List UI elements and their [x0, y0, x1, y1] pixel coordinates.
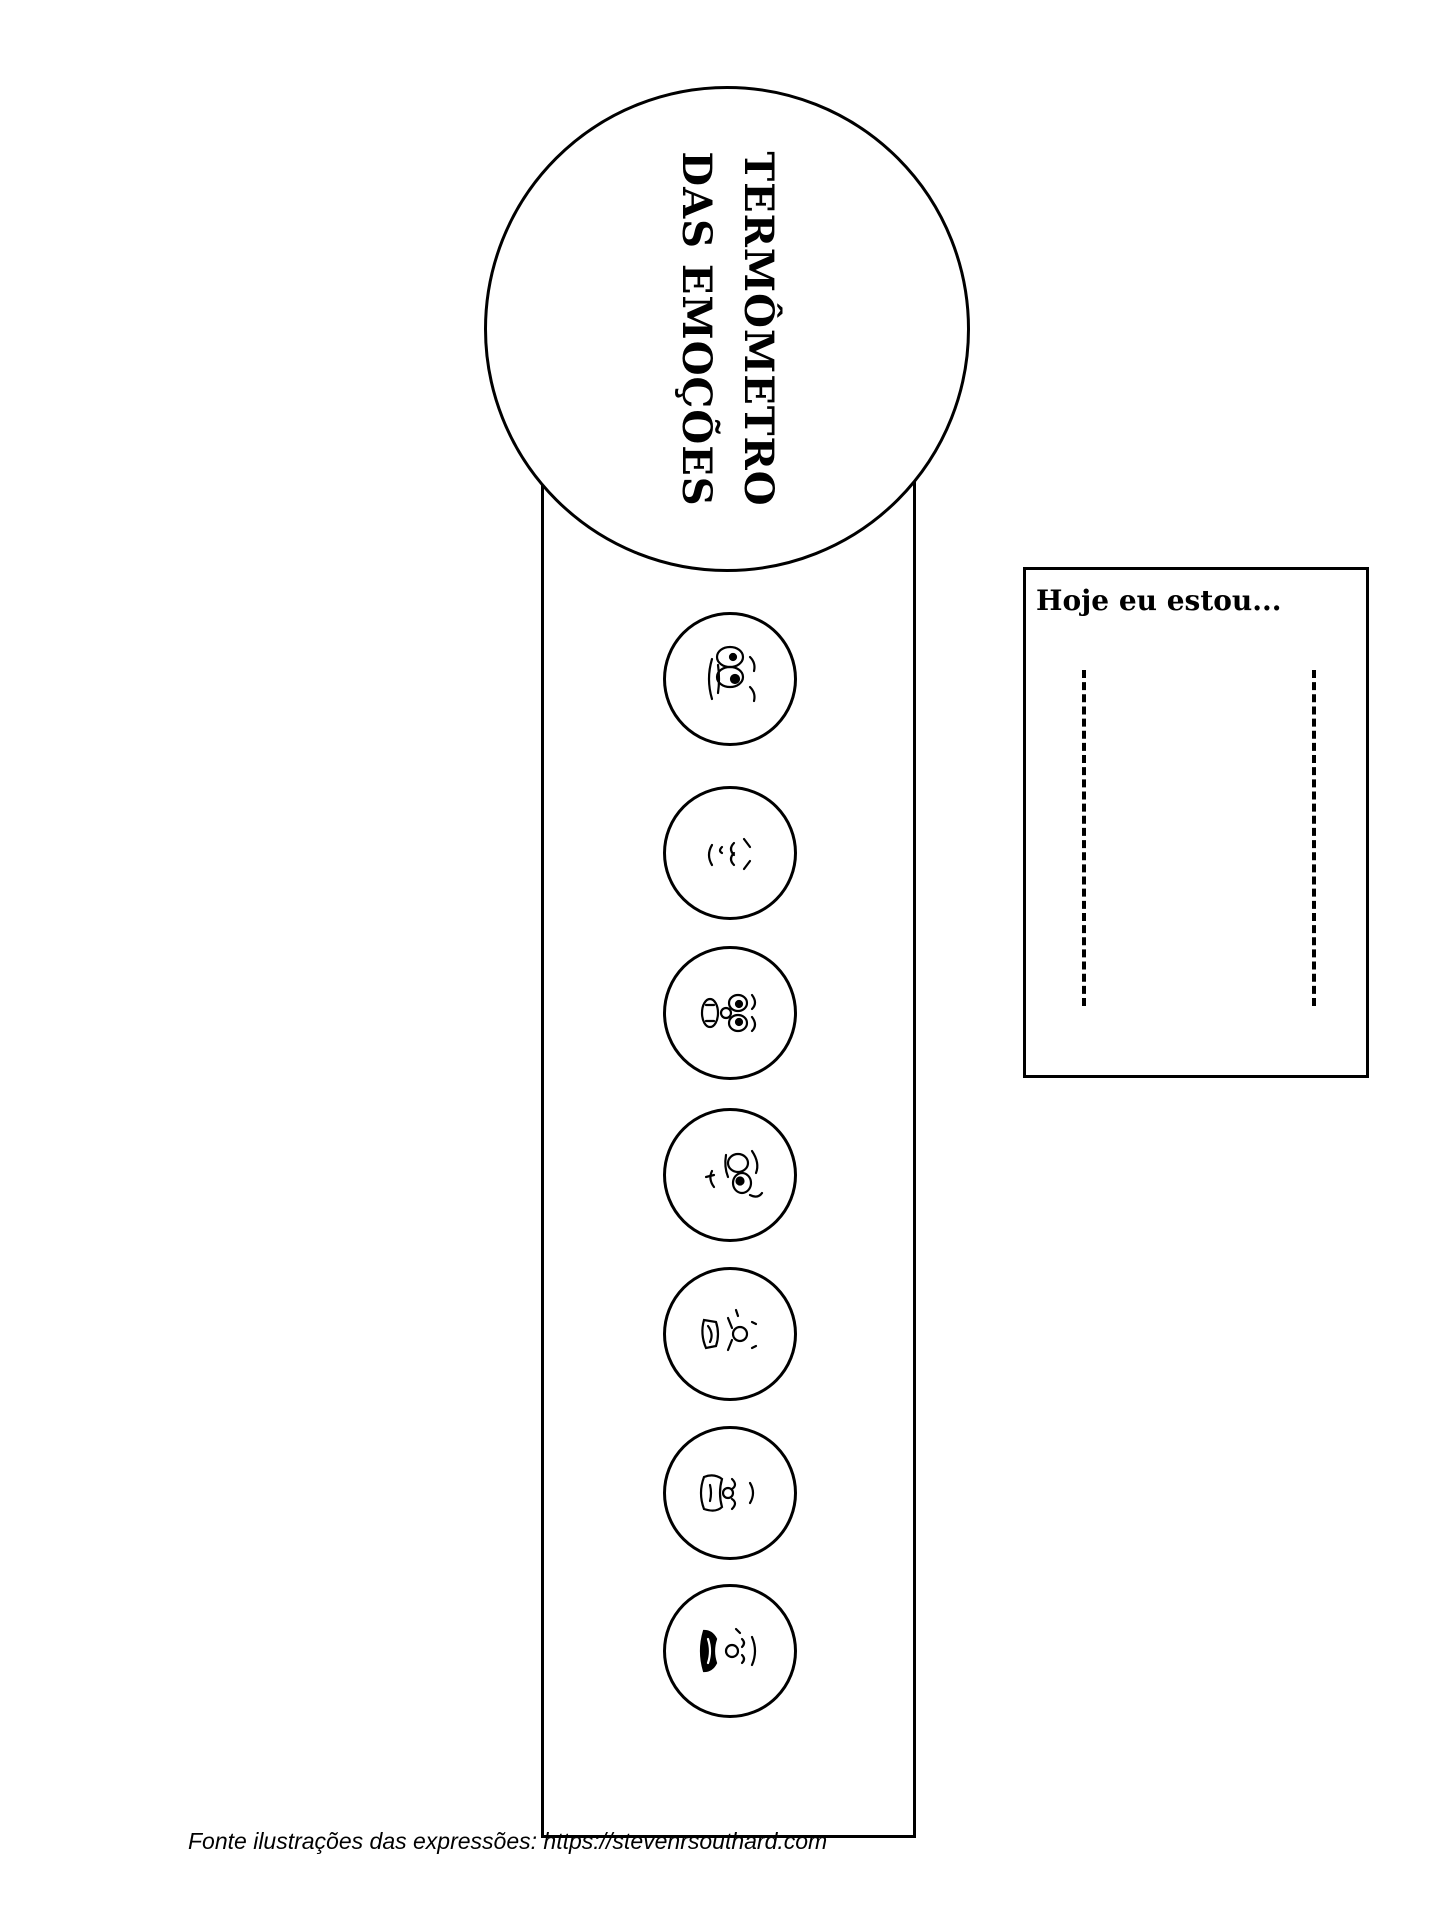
scared-face-icon — [663, 1267, 797, 1401]
image-credit: Fonte ilustrações das expressões: https://stevenrsouthard.com — [188, 1828, 828, 1854]
card-title: Hoje eu estou... — [1036, 584, 1282, 617]
today-i-feel-card — [1023, 567, 1369, 1078]
title-line-2: DAS EMOÇÕES — [673, 151, 720, 507]
crying-face-icon — [663, 1426, 797, 1560]
cut-line-left — [1082, 670, 1086, 1006]
confused-face-icon — [663, 1108, 797, 1242]
angry-face-icon — [663, 786, 797, 920]
laughing-face-icon — [663, 1584, 797, 1718]
cut-line-right — [1312, 670, 1316, 1006]
surprised-face-icon — [663, 946, 797, 1080]
title-line-1: TERMÔMETRO — [735, 151, 782, 507]
happy-face-icon — [663, 612, 797, 746]
